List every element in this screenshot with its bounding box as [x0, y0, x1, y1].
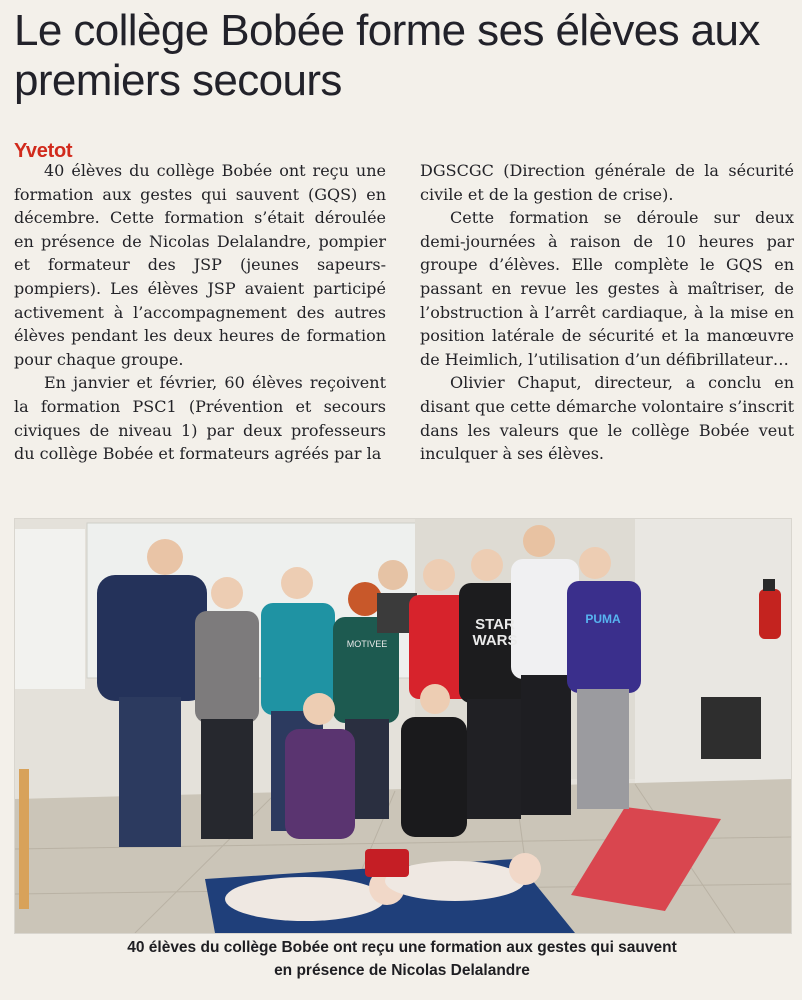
shirt-text-puma: PUMA: [585, 612, 621, 626]
photo-chair: [19, 769, 29, 909]
photo-caption: [14, 936, 790, 982]
photo-wall-right: [635, 519, 791, 819]
article-photo: [14, 518, 792, 934]
extinguisher-icon: [759, 589, 781, 639]
article-paragraph: DGSCGC (Direction générale de la sécurité civile et de la gestion de crise).: [420, 161, 794, 204]
caption-line: 40 élèves du collège Bobée ont reçu une formation aux gestes qui sauvent: [127, 939, 677, 956]
article-column-left: [14, 159, 386, 466]
shirt-text-wars: WARS: [472, 632, 518, 649]
group-photo-illustration: [15, 519, 791, 933]
article-dateline: Yvetot: [14, 140, 73, 162]
article-headline: Le collège Bobée forme ses élèves aux premiers secours: [14, 6, 760, 105]
article-paragraph: Cette formation se déroule sur deux demi-journées à raison de 10 heures par groupe d’élèves. Elle complète le GQS en passant en revue les gestes à maîtriser, de l’obstruction à l’arrêt cardiaque, à la mise en position latérale de sécurité et la manœuvre de Heimlich, l’utilisation d’un défibrillateur…: [420, 208, 794, 369]
article-paragraph: 40 élèves du collège Bobée ont reçu une formation aux gestes qui sauvent (GQS) en décembre. Cette formation s’était déroulée en présence de Nicolas Delalandre, pompier et formateur des JSP (jeunes sapeurs-pompiers). Les élèves JSP avaient participé activement à l’accompagnement des autres élèves pendant les deux heures de formation pour chaque groupe.: [14, 161, 386, 369]
article-paragraph: En janvier et février, 60 élèves reçoivent la formation PSC1 (Prévention et secours civiques de niveau 1) par deux professeurs du collège Bobée et formateurs agréés par la: [14, 373, 386, 464]
article-column-right: [420, 159, 794, 466]
caption-line: en présence de Nicolas Delalandre: [274, 962, 530, 979]
article-paragraph: Olivier Chaput, directeur, a conclu en disant que cette démarche volontaire s’inscrit dans les valeurs que le collège Bobée veut inculquer à ses élèves.: [420, 373, 794, 464]
photo-trash-bin: [701, 697, 761, 759]
shirt-text-motivee: MOTIVEE: [346, 639, 388, 649]
photo-whiteboard: [15, 529, 85, 689]
shirt-text-star: STAR: [475, 616, 515, 633]
